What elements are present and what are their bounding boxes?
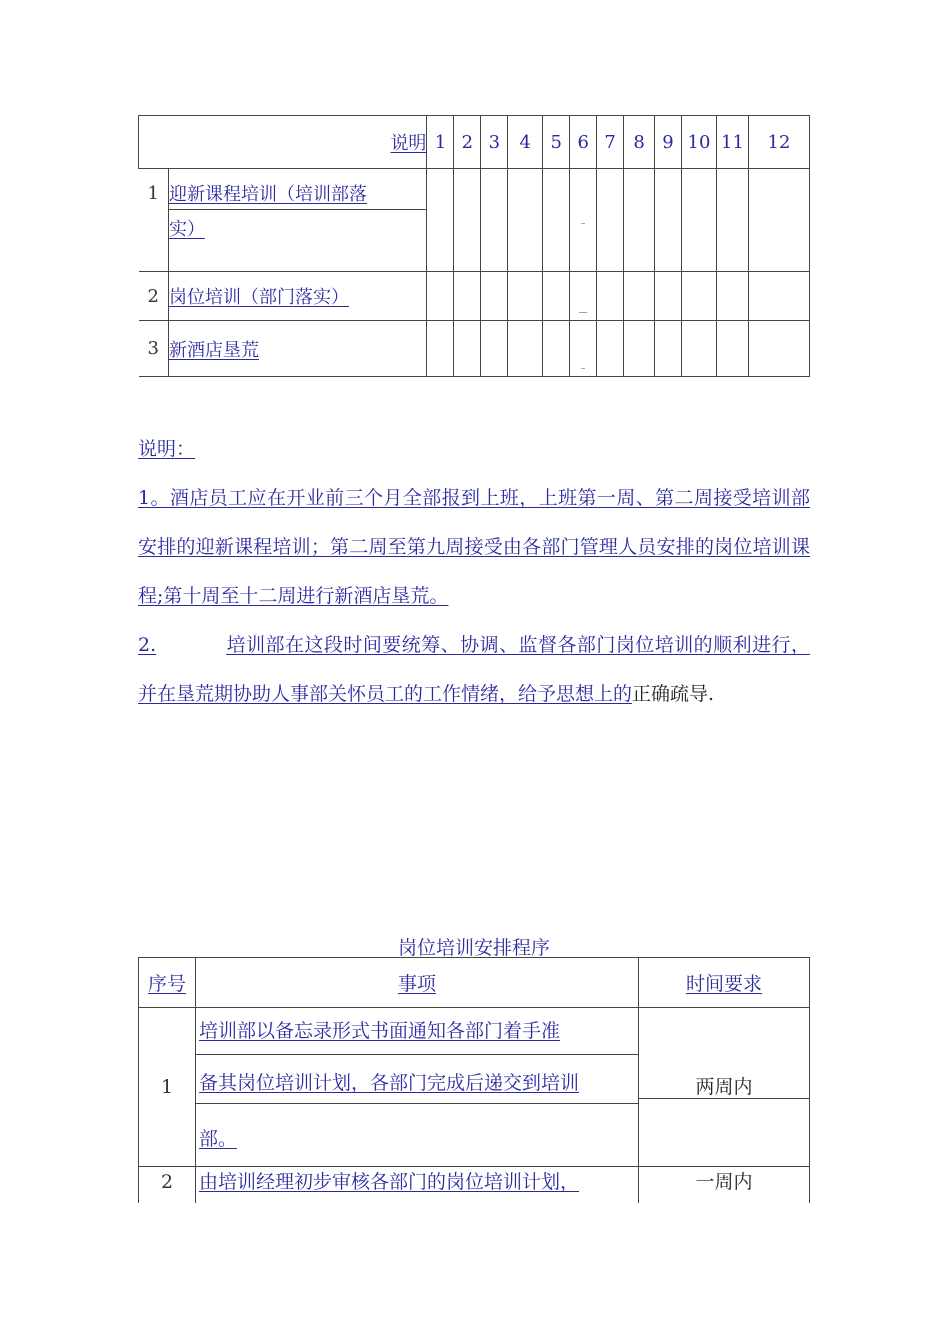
procedure-row-number: 2 <box>139 1167 196 1203</box>
schedule-row <box>139 272 810 321</box>
notes-section <box>138 425 810 719</box>
week-header: 2 <box>454 116 481 169</box>
procedure-item-line: 培训部以备忘录形式书面通知各部门着手准 <box>196 1008 638 1055</box>
week-header: 11 <box>716 116 748 169</box>
schedule-item-line: 迎新课程培训（培训部落 <box>169 169 426 210</box>
procedure-item-line: 备其岗位培训计划，各部门完成后递交到培训 <box>199 1072 580 1094</box>
week-mark: — <box>578 308 588 318</box>
schedule-row <box>139 169 810 272</box>
procedure-row <box>139 1167 810 1203</box>
note-paragraph-2: 培训部在这段时间要统筹、协调、监督各部门岗位培训的顺利进行，并在垦荒期协助人事部关怀员工的工作情绪，给予思想上的 <box>138 634 810 705</box>
training-schedule-table <box>138 115 810 377</box>
week-header: 8 <box>624 116 655 169</box>
week-header: 6 <box>570 116 597 169</box>
week-header: 7 <box>597 116 624 169</box>
week-header: 12 <box>748 116 809 169</box>
schedule-header-row <box>139 116 810 169</box>
procedure-item-line: 部。 <box>196 1103 638 1166</box>
procedure-header-row <box>139 958 810 1008</box>
procedure-title <box>138 933 810 960</box>
schedule-item-line: 实） <box>168 219 205 240</box>
schedule-item: 新酒店垦荒 <box>168 339 259 361</box>
row-number: 2 <box>139 272 169 321</box>
procedure-table <box>138 957 810 1203</box>
week-mark: – <box>580 218 586 229</box>
note-paragraph-2-end: 正确疏导. <box>632 683 715 705</box>
procedure-item-line: 由培训经理初步审核各部门的岗位培训计划， <box>199 1171 580 1193</box>
schedule-item-cell <box>168 169 426 272</box>
header-item: 事项 <box>397 973 436 995</box>
note-2-number: 2. <box>138 634 157 656</box>
schedule-item: 岗位培训（部门落实） <box>168 287 349 308</box>
week-header: 3 <box>481 116 508 169</box>
schedule-header-label-cell <box>139 116 427 169</box>
week-header: 9 <box>655 116 682 169</box>
week-header: 5 <box>543 116 570 169</box>
week-header: 10 <box>682 116 717 169</box>
note-paragraph-1: 1。酒店员工应在开业前三个月全部报到上班，上班第一周、第二周接受培训部安排的迎新课程培训；第二周至第九周接受由各部门管理人员安排的岗位培训课程;第十周至十二周进行新酒店垦荒。 <box>138 487 810 607</box>
procedure-row-number: 1 <box>139 1008 196 1167</box>
week-header: 4 <box>508 116 543 169</box>
row-number: 1 <box>139 169 169 272</box>
procedure-time: 两周内 <box>639 1008 809 1099</box>
procedure-row <box>139 1008 810 1167</box>
week-header: 1 <box>427 116 454 169</box>
procedure-time: 一周内 <box>639 1167 810 1203</box>
row-number: 3 <box>139 321 169 377</box>
procedure-title-text: 岗位培训安排程序 <box>397 937 550 959</box>
header-time: 时间要求 <box>685 973 762 995</box>
schedule-row <box>139 321 810 377</box>
notes-heading: 说明： <box>138 438 196 460</box>
week-mark: – <box>580 364 586 374</box>
header-no: 序号 <box>147 973 186 995</box>
schedule-header-label: 说明 <box>390 133 427 154</box>
